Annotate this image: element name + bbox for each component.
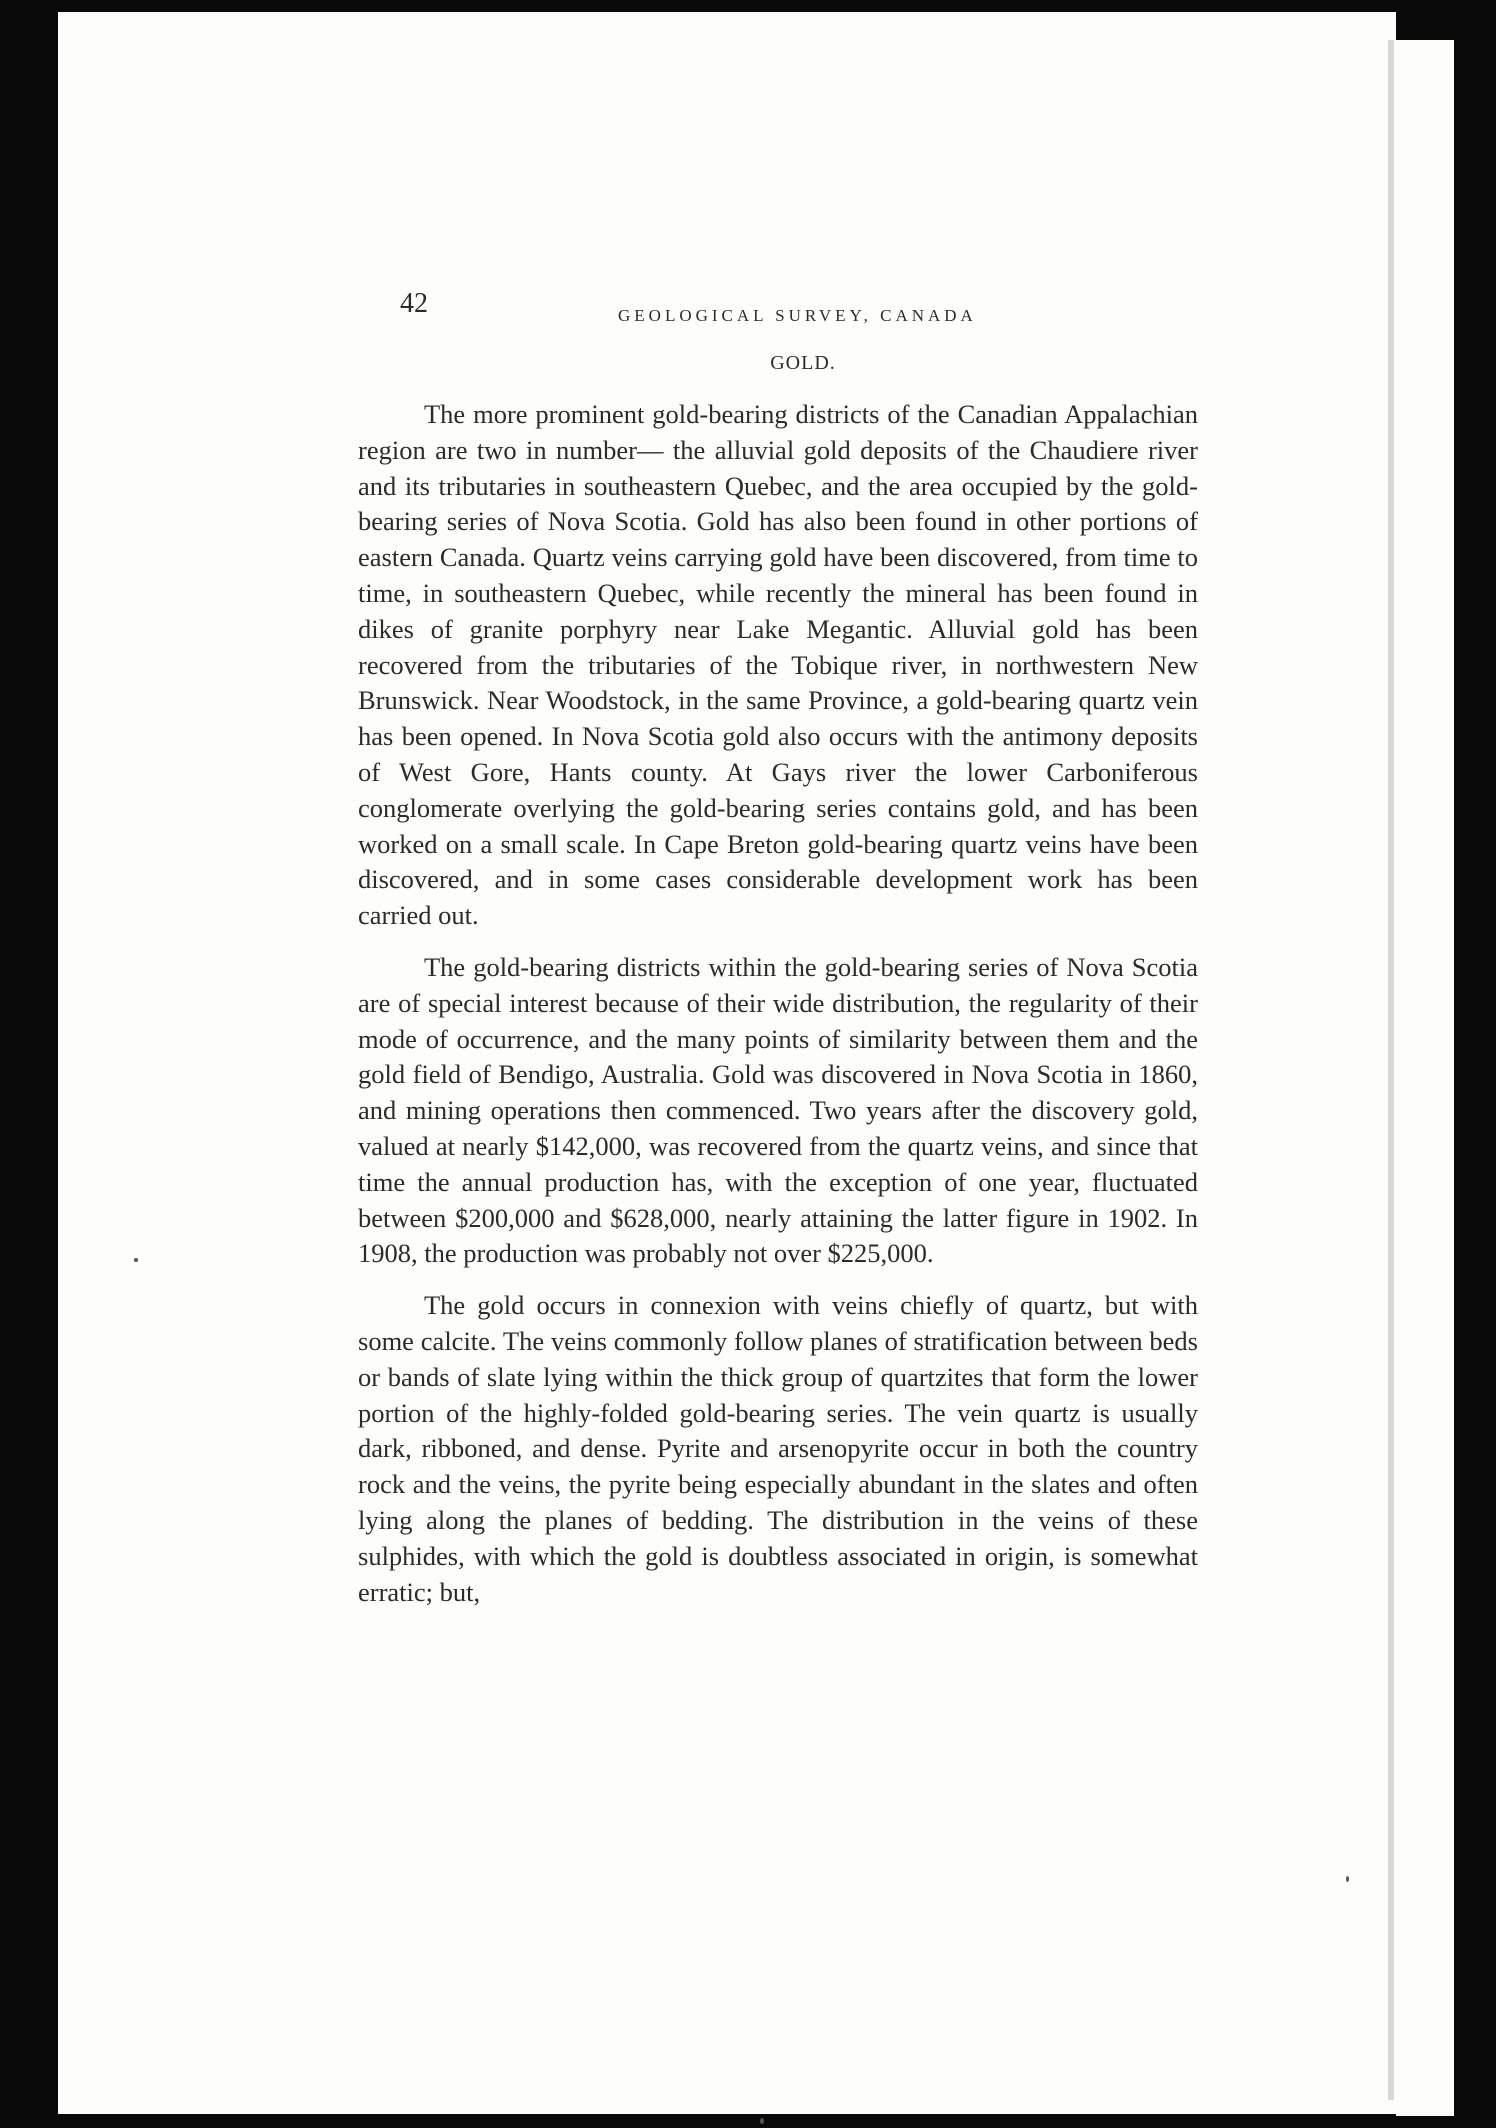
paragraph-nova-scotia-production: The gold-bearing districts within the gold-bearing series of Nova Scotia are of special interest because of their wide distribution, the regularity of their mode of occurrence, and the many points of similarity between them and the gold field of Bendigo, Australia. Gold was discovered in Nova Scotia in 1860, and mining operations then commenced. Two years after the discovery gold, valued at nearly $142,000, was recovered from the quartz veins, and since that time the annual production has, with the exception of one year, fluctuated between $200,000 and $628,000, nearly attaining the latter figure in 1902. In 1908, the production was probably not over $225,000. <box>358 951 1198 1269</box>
paragraph-chaudiere-districts: The more prominent gold-bearing districts of the Canadian Appalachian region are two in number— the alluvial gold deposits of the Chaudiere river and its tributaries in southeastern Quebec, and the area occupied by the gold-bearing series of Nova Scotia. Gold has also been found in other portions of eastern Canada. Quartz veins carrying gold have been discovered, from time to time, in southeastern Quebec, while recently the mineral has been found in dikes of granite porphyry near Lake Megantic. Alluvial gold has been recovered from the tributaries of the Tobique river, in northwestern New Brunswick. Near Woodstock, in the same Province, a gold-bearing quartz vein has been opened. In Nova Scotia gold also occurs with the antimony deposits of West Gore, Hants county. At Gays river the lower Carboniferous conglomerate overlying the gold-bearing series contains gold, and has been worked on a small scale. In Cape Breton gold-bearing quartz veins have been discovered, and in some cases considerable development work has been carried out. <box>358 399 1198 931</box>
scan-speck <box>760 2118 764 2124</box>
adjacent-page-strip <box>1396 40 1454 2116</box>
scan-speck <box>1346 1876 1349 1882</box>
scan-speck <box>134 1258 138 1262</box>
section-title: GOLD. <box>770 352 836 374</box>
running-head <box>358 278 1198 325</box>
page-number: 42 <box>400 288 428 319</box>
page-edge-shadow <box>1388 40 1394 2100</box>
journal-title: GEOLOGICAL SURVEY, CANADA <box>618 306 977 325</box>
paragraph-gold-occurrence: The gold occurs in connexion with veins chiefly of quartz, but with some calcite. The veins commonly follow planes of stratification between beds or bands of slate lying within the thick group of quartzites that form the lower portion of the highly-folded gold-bearing series. The vein quartz is usually dark, ribboned, and dense. Pyrite and arsenopyrite occur in both the country rock and the veins, the pyrite being especially abundant in the slates and often lying along the planes of bedding. The distribution in the veins of these sulphides, with which the gold is doubtless associated in origin, is somewhat erratic; but, <box>358 1290 1198 1607</box>
book-page <box>58 12 1396 2114</box>
page-content <box>358 278 1198 1610</box>
